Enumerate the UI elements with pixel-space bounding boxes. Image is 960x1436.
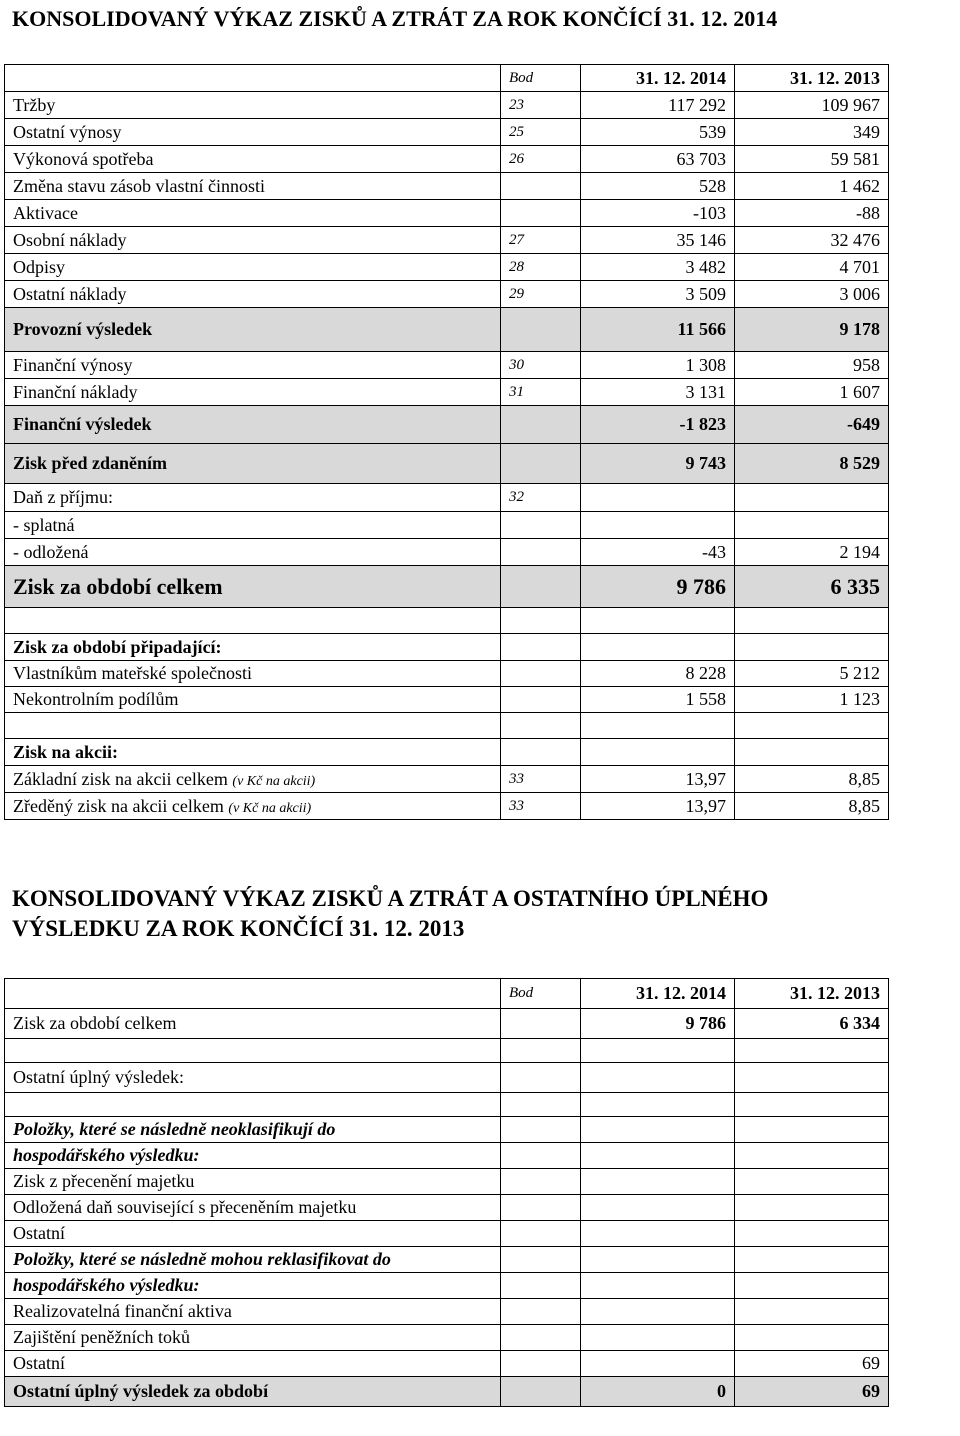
comprehensive-income-table <box>4 978 889 1407</box>
row-note: 29 <box>501 281 581 308</box>
row-label: Změna stavu zásob vlastní činnosti <box>5 173 501 200</box>
row-note <box>501 608 581 634</box>
row-label: Osobní náklady <box>5 227 501 254</box>
subtotal-row <box>5 308 889 352</box>
header-blank <box>5 979 501 1009</box>
subsection-heading-row <box>5 1117 889 1143</box>
row-value-2013: 69 <box>735 1377 889 1407</box>
row-value-2013 <box>735 1117 889 1143</box>
row-label: Ostatní <box>5 1221 501 1247</box>
comprehensive-income-title <box>12 884 768 944</box>
row-label: Realizovatelná finanční aktiva <box>5 1299 501 1325</box>
table-row <box>5 352 889 379</box>
row-note <box>501 1299 581 1325</box>
row-note <box>501 634 581 661</box>
row-value-2013: 1 607 <box>735 379 889 406</box>
table-row <box>5 539 889 566</box>
row-note <box>501 406 581 444</box>
header-year-2014: 31. 12. 2014 <box>581 65 735 92</box>
spacer-row <box>5 1093 889 1117</box>
row-note <box>501 1221 581 1247</box>
table-row <box>5 1325 889 1351</box>
row-value-2014 <box>581 634 735 661</box>
row-value-2013 <box>735 1299 889 1325</box>
subsection-heading-row <box>5 1143 889 1169</box>
row-value-2013 <box>735 608 889 634</box>
row-value-2013: 1 462 <box>735 173 889 200</box>
table-row <box>5 1195 889 1221</box>
row-label: Aktivace <box>5 200 501 227</box>
total-row <box>5 1377 889 1407</box>
row-note: 25 <box>501 119 581 146</box>
row-label <box>5 1039 501 1063</box>
row-label: hospodářského výsledku: <box>5 1273 501 1299</box>
row-label: Zisk na akcii: <box>5 739 501 766</box>
section-heading-row <box>5 1063 889 1093</box>
table-row <box>5 484 889 512</box>
row-value-2014 <box>581 1093 735 1117</box>
row-label: Finanční výsledek <box>5 406 501 444</box>
table-row <box>5 227 889 254</box>
spacer-row <box>5 608 889 634</box>
row-label: Finanční výnosy <box>5 352 501 379</box>
row-value-2014 <box>581 1143 735 1169</box>
row-note <box>501 1325 581 1351</box>
row-note <box>501 1169 581 1195</box>
row-value-2014 <box>581 1221 735 1247</box>
row-value-2014 <box>581 1063 735 1093</box>
row-label: Ostatní úplný výsledek za období <box>5 1377 501 1407</box>
row-label-unit: (v Kč na akcii) <box>228 800 312 816</box>
row-value-2013 <box>735 1247 889 1273</box>
subtotal-row <box>5 444 889 484</box>
row-label: Položky, které se následně mohou reklasifikovat do <box>5 1247 501 1273</box>
row-value-2013: 6 335 <box>735 566 889 608</box>
row-label: Výkonová spotřeba <box>5 146 501 173</box>
row-note <box>501 308 581 352</box>
row-label: Základní zisk na akcii celkem <box>13 768 228 789</box>
row-value-2013: 59 581 <box>735 146 889 173</box>
row-value-2013 <box>735 739 889 766</box>
row-note: 26 <box>501 146 581 173</box>
row-label: Vlastníkům mateřské společnosti <box>5 661 501 687</box>
row-value-2013: 8,85 <box>735 793 889 820</box>
row-value-2014: 3 509 <box>581 281 735 308</box>
row-note <box>501 539 581 566</box>
row-label-unit: (v Kč na akcii) <box>232 773 316 789</box>
table-header-row <box>5 979 889 1009</box>
table-row <box>5 146 889 173</box>
section-heading-row <box>5 739 889 766</box>
row-value-2014: 9 786 <box>581 566 735 608</box>
row-note: 27 <box>501 227 581 254</box>
subsection-heading-row <box>5 1247 889 1273</box>
row-value-2014: 528 <box>581 173 735 200</box>
row-note <box>501 1351 581 1377</box>
row-note <box>501 1143 581 1169</box>
row-label: Zisk za období celkem <box>5 566 501 608</box>
row-label: Zisk před zdaněním <box>5 444 501 484</box>
row-value-2014: 13,97 <box>581 793 735 820</box>
row-value-2014 <box>581 1169 735 1195</box>
row-value-2013 <box>735 1039 889 1063</box>
row-value-2014: 0 <box>581 1377 735 1407</box>
row-label <box>5 713 501 739</box>
row-value-2013: 4 701 <box>735 254 889 281</box>
row-label <box>5 608 501 634</box>
row-value-2014 <box>581 512 735 539</box>
row-label-cell <box>5 793 501 820</box>
row-label: Zajištění peněžních toků <box>5 1325 501 1351</box>
row-value-2013 <box>735 1325 889 1351</box>
table-row <box>5 254 889 281</box>
row-value-2013: 32 476 <box>735 227 889 254</box>
row-value-2014: 9 743 <box>581 444 735 484</box>
row-value-2013: -88 <box>735 200 889 227</box>
row-note <box>501 739 581 766</box>
table-row <box>5 1169 889 1195</box>
table-row <box>5 793 889 820</box>
row-value-2014 <box>581 1247 735 1273</box>
subsection-heading-row <box>5 1273 889 1299</box>
table-row <box>5 512 889 539</box>
row-value-2014 <box>581 1039 735 1063</box>
row-label: Odložená daň související s přeceněním majetku <box>5 1195 501 1221</box>
row-note <box>501 1039 581 1063</box>
header-bod: Bod <box>501 979 581 1009</box>
header-year-2013: 31. 12. 2013 <box>735 979 889 1009</box>
table-header-row <box>5 65 889 92</box>
row-note: 33 <box>501 793 581 820</box>
row-note <box>501 200 581 227</box>
row-label: Položky, které se následně neoklasifikují do <box>5 1117 501 1143</box>
row-value-2014 <box>581 1117 735 1143</box>
row-value-2013 <box>735 713 889 739</box>
subtotal-row <box>5 406 889 444</box>
row-value-2014: 1 558 <box>581 687 735 713</box>
row-note <box>501 1009 581 1039</box>
row-value-2014: 9 786 <box>581 1009 735 1039</box>
row-label-cell <box>5 766 501 793</box>
row-note: 33 <box>501 766 581 793</box>
row-value-2014: 1 308 <box>581 352 735 379</box>
row-value-2013: 5 212 <box>735 661 889 687</box>
table-row <box>5 1351 889 1377</box>
row-note <box>501 173 581 200</box>
row-note <box>501 566 581 608</box>
total-row <box>5 566 889 608</box>
section-heading-row <box>5 634 889 661</box>
row-value-2013: 1 123 <box>735 687 889 713</box>
row-value-2013 <box>735 512 889 539</box>
row-label: Daň z příjmu: <box>5 484 501 512</box>
row-note: 28 <box>501 254 581 281</box>
row-value-2014 <box>581 1351 735 1377</box>
table-row <box>5 661 889 687</box>
row-value-2014 <box>581 1299 735 1325</box>
table-row <box>5 766 889 793</box>
row-value-2013: 109 967 <box>735 92 889 119</box>
title-line-2: VÝSLEDKU ZA ROK KONČÍCÍ 31. 12. 2013 <box>12 916 465 941</box>
row-label <box>5 1093 501 1117</box>
row-value-2014: 35 146 <box>581 227 735 254</box>
row-value-2013 <box>735 1093 889 1117</box>
row-label: Zisk z přecenění majetku <box>5 1169 501 1195</box>
row-note <box>501 1377 581 1407</box>
row-value-2014 <box>581 739 735 766</box>
row-label: Provozní výsledek <box>5 308 501 352</box>
row-label: Zisk za období připadající: <box>5 634 501 661</box>
row-label: Tržby <box>5 92 501 119</box>
row-value-2014: -43 <box>581 539 735 566</box>
row-label: Nekontrolním podílům <box>5 687 501 713</box>
row-label: Zisk za období celkem <box>5 1009 501 1039</box>
table-row <box>5 1009 889 1039</box>
row-label: Ostatní náklady <box>5 281 501 308</box>
row-value-2014 <box>581 608 735 634</box>
row-value-2013 <box>735 1221 889 1247</box>
row-value-2014: 3 482 <box>581 254 735 281</box>
header-year-2013: 31. 12. 2013 <box>735 65 889 92</box>
row-note <box>501 661 581 687</box>
table-row <box>5 281 889 308</box>
row-value-2013: 349 <box>735 119 889 146</box>
row-value-2014 <box>581 484 735 512</box>
row-value-2013 <box>735 634 889 661</box>
income-statement-table <box>4 64 889 820</box>
row-value-2014: 539 <box>581 119 735 146</box>
row-value-2014: -103 <box>581 200 735 227</box>
row-note <box>501 512 581 539</box>
table-row <box>5 1299 889 1325</box>
row-value-2013: 2 194 <box>735 539 889 566</box>
table-row <box>5 173 889 200</box>
header-bod: Bod <box>501 65 581 92</box>
row-value-2014: 13,97 <box>581 766 735 793</box>
row-note: 30 <box>501 352 581 379</box>
table-row <box>5 379 889 406</box>
row-label: Odpisy <box>5 254 501 281</box>
table-row <box>5 92 889 119</box>
table-row <box>5 119 889 146</box>
statement-title: KONSOLIDOVANÝ VÝKAZ ZISKŮ A ZTRÁT ZA ROK KONČÍCÍ 31. 12. 2014 <box>12 6 778 31</box>
row-value-2014: 117 292 <box>581 92 735 119</box>
row-value-2014: -1 823 <box>581 406 735 444</box>
row-note <box>501 444 581 484</box>
row-note <box>501 687 581 713</box>
row-label: Ostatní výnosy <box>5 119 501 146</box>
row-note <box>501 1195 581 1221</box>
row-note: 32 <box>501 484 581 512</box>
row-value-2013: -649 <box>735 406 889 444</box>
row-note: 31 <box>501 379 581 406</box>
row-value-2014 <box>581 1273 735 1299</box>
row-value-2014 <box>581 713 735 739</box>
row-label: Finanční náklady <box>5 379 501 406</box>
row-value-2013 <box>735 1273 889 1299</box>
row-label: - splatná <box>5 512 501 539</box>
header-blank <box>5 65 501 92</box>
row-value-2013: 958 <box>735 352 889 379</box>
header-year-2014: 31. 12. 2014 <box>581 979 735 1009</box>
row-value-2014: 8 228 <box>581 661 735 687</box>
row-value-2013 <box>735 484 889 512</box>
row-note <box>501 1063 581 1093</box>
row-value-2013 <box>735 1195 889 1221</box>
row-value-2014: 11 566 <box>581 308 735 352</box>
row-value-2014: 63 703 <box>581 146 735 173</box>
row-note <box>501 1273 581 1299</box>
row-note <box>501 1117 581 1143</box>
row-note <box>501 1093 581 1117</box>
row-value-2013 <box>735 1143 889 1169</box>
table-row <box>5 200 889 227</box>
table-row <box>5 1221 889 1247</box>
row-note <box>501 1247 581 1273</box>
row-label: Ostatní úplný výsledek: <box>5 1063 501 1093</box>
title-line-1: KONSOLIDOVANÝ VÝKAZ ZISKŮ A ZTRÁT A OSTATNÍHO ÚPLNÉHO <box>12 886 769 911</box>
row-note: 23 <box>501 92 581 119</box>
row-value-2013: 9 178 <box>735 308 889 352</box>
row-label: Zředěný zisk na akcii celkem <box>13 795 224 816</box>
row-label: - odložená <box>5 539 501 566</box>
row-value-2013: 8 529 <box>735 444 889 484</box>
row-value-2013: 69 <box>735 1351 889 1377</box>
row-value-2013: 6 334 <box>735 1009 889 1039</box>
row-value-2013 <box>735 1169 889 1195</box>
table-row <box>5 687 889 713</box>
row-value-2014 <box>581 1325 735 1351</box>
row-value-2013: 3 006 <box>735 281 889 308</box>
spacer-row <box>5 1039 889 1063</box>
row-value-2013: 8,85 <box>735 766 889 793</box>
row-value-2014: 3 131 <box>581 379 735 406</box>
row-note <box>501 713 581 739</box>
row-label: Ostatní <box>5 1351 501 1377</box>
row-value-2014 <box>581 1195 735 1221</box>
row-label: hospodářského výsledku: <box>5 1143 501 1169</box>
row-value-2013 <box>735 1063 889 1093</box>
spacer-row <box>5 713 889 739</box>
